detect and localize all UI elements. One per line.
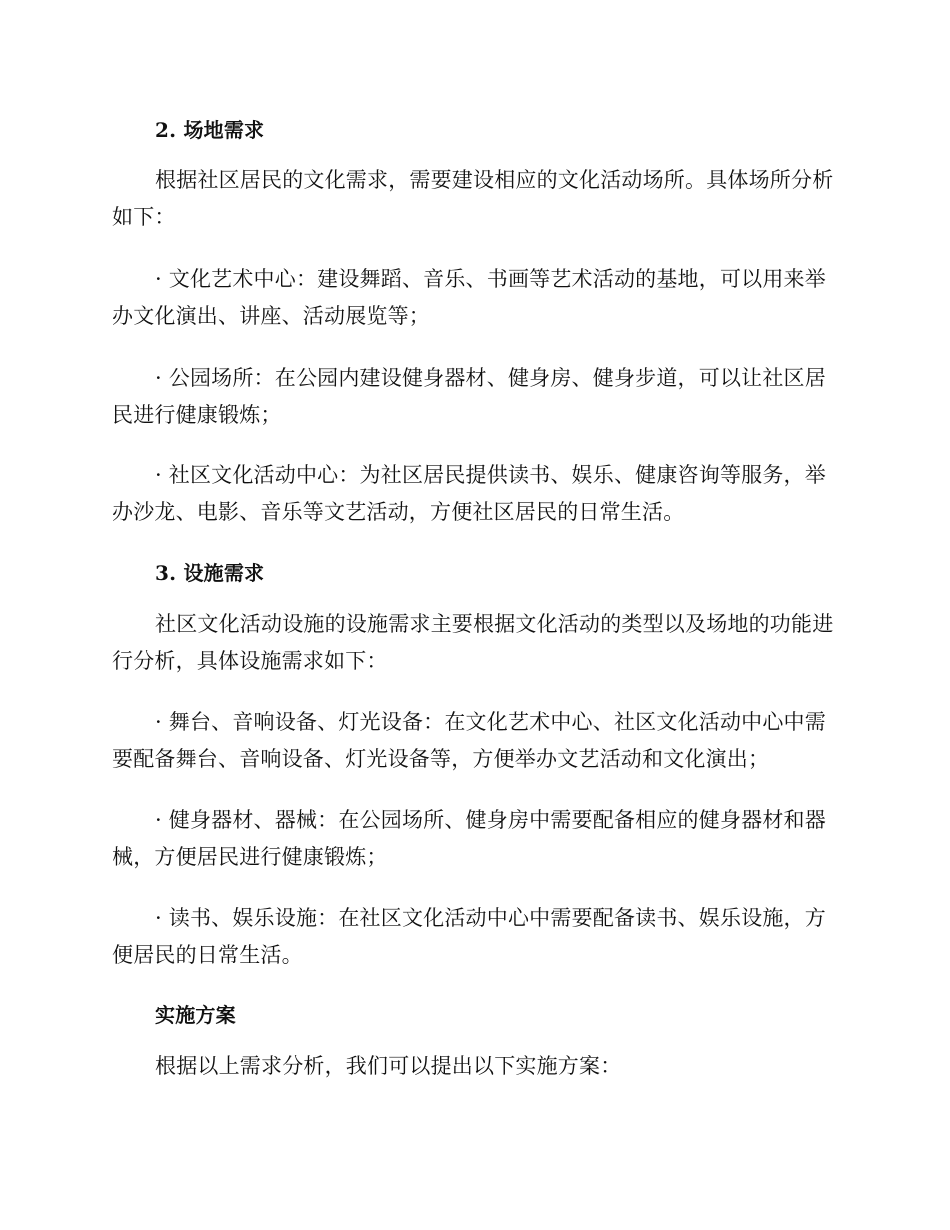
paragraph-venue-intro: 根据社区居民的文化需求，需要建设相应的文化活动场所。具体场所分析如下：	[112, 168, 834, 229]
bullet-fitness-equipment: · 健身器材、器械：在公园场所、健身房中需要配备相应的健身器材和器械，方便居民进行健康锻炼；	[112, 808, 826, 869]
bullet-stage-audio-lighting: · 舞台、音响设备、灯光设备：在文化艺术中心、社区文化活动中心中需要配备舞台、音响设备、灯光设备等，方便举办文艺活动和文化演出；	[112, 710, 826, 771]
bullet-park-venue: · 公园场所：在公园内建设健身器材、健身房、健身步道，可以让社区居民进行健康锻炼；	[112, 366, 826, 427]
bullet-culture-art-center: · 文化艺术中心：建设舞蹈、音乐、书画等艺术活动的基地，可以用来举办文化演出、讲座、活动展览等；	[112, 267, 826, 328]
section-heading-implementation: 实施方案	[155, 1003, 236, 1027]
section-heading-venue: 2. 场地需求	[155, 118, 265, 142]
paragraph-facilities-intro: 社区文化活动设施的设施需求主要根据文化活动的类型以及场地的功能进行分析，具体设施需求如下：	[112, 612, 834, 673]
bullet-community-activity-center: · 社区文化活动中心：为社区居民提供读书、娱乐、健康咨询等服务，举办沙龙、电影、音乐等文艺活动，方便社区居民的日常生活。	[112, 463, 826, 524]
paragraph-implementation-intro: 根据以上需求分析，我们可以提出以下实施方案：	[155, 1054, 622, 1078]
bullet-reading-entertainment: · 读书、娱乐设施：在社区文化活动中心中需要配备读书、娱乐设施，方便居民的日常生活。	[112, 906, 826, 967]
section-heading-facilities: 3. 设施需求	[155, 561, 265, 585]
